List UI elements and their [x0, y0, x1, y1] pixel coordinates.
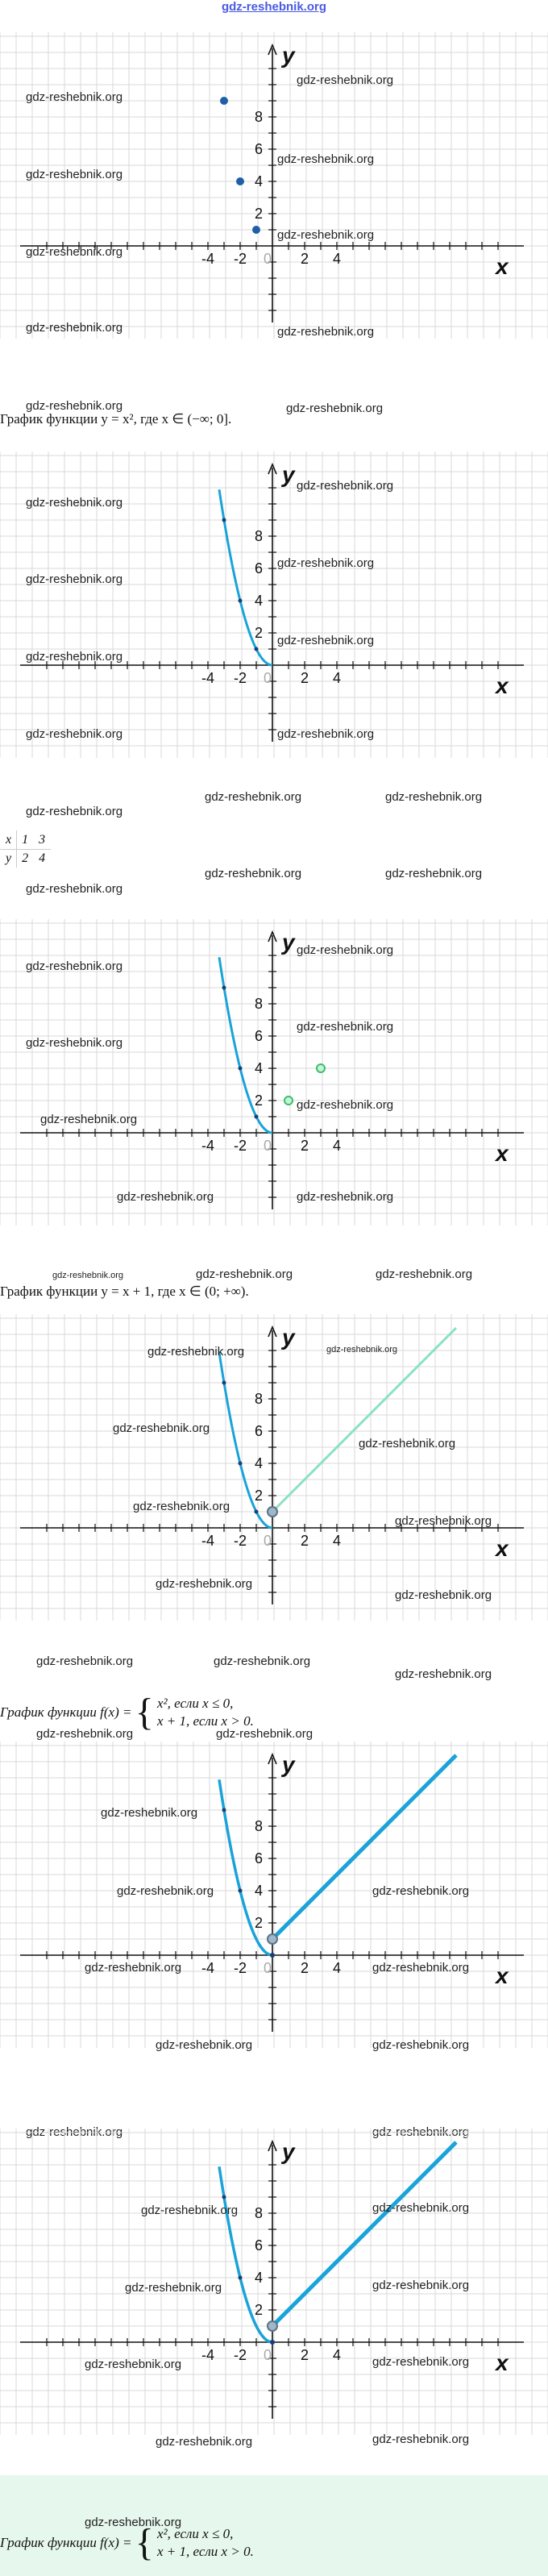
watermark: gdz-reshebnik.org [385, 867, 483, 880]
y-tick-label: 6 [254, 1850, 263, 1866]
watermark: gdz-reshebnik.org [26, 496, 123, 510]
watermark: gdz-reshebnik.org [297, 73, 394, 87]
watermark: gdz-reshebnik.org [372, 2201, 470, 2215]
watermark: gdz-reshebnik.org [277, 634, 375, 647]
watermark: gdz-reshebnik.org [376, 1267, 473, 1281]
parabola-curve [219, 957, 272, 1133]
y-tick-label: 4 [254, 1883, 263, 1899]
watermark: gdz-reshebnik.org [372, 2278, 470, 2292]
x-tick-label: -2 [233, 2347, 247, 2363]
x-axis-label: x [496, 673, 509, 698]
watermark: gdz-reshebnik.org [372, 2038, 470, 2052]
caption-3 [0, 1693, 254, 1732]
watermark: gdz-reshebnik.org [113, 1421, 210, 1435]
y-tick-label: 4 [254, 2270, 263, 2286]
watermark: gdz-reshebnik.org [133, 1500, 230, 1513]
y-tick-label: 4 [254, 1060, 263, 1076]
watermark: gdz-reshebnik.org [359, 1437, 456, 1450]
watermark: gdz-reshebnik.org [26, 805, 123, 818]
data-point [222, 1808, 226, 1812]
caption-2: График функции y = x + 1, где x ∈ (0; +∞). [0, 1284, 249, 1299]
watermark: gdz-reshebnik.org [277, 727, 375, 741]
watermark: gdz-reshebnik.org [196, 1267, 293, 1281]
y-tick-label: 8 [254, 528, 263, 544]
data-point [270, 2340, 275, 2345]
brace-glyph: { [135, 2521, 154, 2564]
watermark: gdz-reshebnik.org [372, 2355, 470, 2369]
data-point [255, 1510, 259, 1514]
caption-3-case-1: x², если x ≤ 0, [157, 1696, 234, 1711]
data-point [317, 1064, 325, 1072]
table-cell: 3 [34, 831, 51, 850]
data-point [270, 1953, 275, 1958]
data-point [239, 2276, 243, 2280]
x-tick-label: -2 [233, 1960, 247, 1976]
caption-3-case-2: x + 1, если x > 0. [157, 1713, 254, 1729]
watermark: gdz-reshebnik.org [277, 325, 375, 339]
data-point [255, 1115, 259, 1119]
x-tick-label: -4 [201, 2347, 215, 2363]
watermark: gdz-reshebnik.org [85, 2358, 182, 2371]
watermark: gdz-reshebnik.org [216, 1727, 313, 1741]
watermark: gdz-reshebnik.org [277, 228, 375, 242]
x-axis-label: x [496, 2350, 509, 2375]
y-tick-label: 4 [254, 593, 263, 609]
y-tick-label: 8 [254, 1391, 263, 1407]
table-cell: 2 [17, 850, 34, 868]
line-y-eq-x-plus-1 [272, 1755, 456, 1939]
caption-1: График функции y = x², где x ∈ (−∞; 0]. [0, 411, 232, 427]
watermark: gdz-reshebnik.org [395, 1667, 492, 1681]
watermark: gdz-reshebnik.org [205, 790, 302, 804]
watermark: gdz-reshebnik.org [101, 1806, 198, 1820]
line-y-eq-x-plus-1 [272, 1328, 456, 1512]
y-tick-label: 4 [254, 173, 263, 189]
watermark: gdz-reshebnik.org [36, 1727, 134, 1741]
watermark: gdz-reshebnik.org [372, 2432, 470, 2446]
watermark: gdz-reshebnik.org [297, 1190, 394, 1204]
y-tick-label: 2 [254, 1915, 263, 1931]
watermark: gdz-reshebnik.org [141, 2204, 239, 2217]
parabola-curve [219, 1779, 272, 1955]
data-point [222, 2195, 226, 2199]
data-point [220, 97, 228, 105]
x-tick-label: 0 [263, 670, 272, 686]
data-point [252, 226, 260, 234]
watermark: gdz-reshebnik.org [26, 572, 123, 586]
parabola-curve [219, 2166, 272, 2342]
x-tick-label: 0 [263, 1138, 272, 1154]
data-point [239, 1889, 243, 1893]
watermark: gdz-reshebnik.org [26, 321, 123, 335]
x-tick-label: 2 [300, 1533, 309, 1549]
x-tick-label: -4 [201, 251, 215, 267]
data-point [239, 599, 243, 603]
watermark: gdz-reshebnik.org [26, 399, 123, 413]
x-tick-label: -4 [201, 1138, 215, 1154]
y-tick-label: 2 [254, 625, 263, 641]
watermark: gdz-reshebnik.org [147, 1345, 245, 1359]
value-table [0, 830, 51, 868]
x-axis-label: x [496, 1141, 509, 1166]
x-tick-label: 4 [332, 1533, 342, 1549]
x-axis-label: x [496, 1536, 509, 1561]
x-tick-label: 0 [263, 1960, 272, 1976]
table-cell: 4 [34, 850, 51, 868]
watermark: gdz-reshebnik.org [326, 1345, 398, 1355]
data-point [268, 1934, 277, 1944]
y-tick-label: 2 [254, 206, 263, 222]
x-tick-label: 4 [332, 1960, 342, 1976]
y-tick-label: 8 [254, 996, 263, 1012]
watermark: gdz-reshebnik.org [26, 882, 123, 896]
site-title[interactable]: gdz-reshebnik.org [221, 0, 326, 14]
data-point [222, 1381, 226, 1385]
watermark: gdz-reshebnik.org [205, 867, 302, 880]
x-tick-label: -4 [201, 1533, 215, 1549]
x-tick-label: -4 [201, 670, 215, 686]
caption-4-case-1: x², если x ≤ 0, [157, 2526, 234, 2541]
data-point [239, 1067, 243, 1071]
watermark: gdz-reshebnik.org [372, 1961, 470, 1975]
y-axis-label: y [282, 1752, 295, 1777]
watermark: gdz-reshebnik.org [286, 402, 384, 415]
x-tick-label: -2 [233, 1138, 247, 1154]
x-tick-label: -2 [233, 1533, 247, 1549]
x-tick-label: -2 [233, 670, 247, 686]
x-tick-label: 2 [300, 1960, 309, 1976]
watermark: gdz-reshebnik.org [297, 1098, 394, 1112]
y-axis-label: y [282, 930, 295, 955]
watermark: gdz-reshebnik.org [52, 1271, 124, 1280]
data-point [222, 518, 226, 522]
x-tick-label: 0 [263, 251, 272, 267]
answer-footer [0, 2475, 548, 2576]
watermark: gdz-reshebnik.org [125, 2281, 222, 2295]
y-tick-label: 6 [254, 1423, 263, 1439]
watermark: gdz-reshebnik.org [40, 1113, 138, 1126]
watermark: gdz-reshebnik.org [395, 1514, 492, 1528]
graph-4 [0, 1314, 548, 1621]
watermark: gdz-reshebnik.org [85, 1961, 182, 1975]
data-point [255, 647, 259, 651]
x-tick-label: -2 [233, 251, 247, 267]
watermark: gdz-reshebnik.org [117, 1884, 214, 1898]
x-tick-label: 2 [300, 251, 309, 267]
line-y-eq-x-plus-1 [272, 2142, 456, 2326]
caption-3-prefix: График функции f(x) = [0, 1704, 132, 1720]
watermark: gdz-reshebnik.org [26, 727, 123, 741]
y-tick-label: 4 [254, 1455, 263, 1471]
y-axis-label: y [282, 1325, 295, 1350]
watermark: gdz-reshebnik.org [26, 650, 123, 664]
parabola-curve [219, 489, 272, 665]
x-tick-label: 0 [263, 2347, 272, 2363]
data-point [236, 177, 244, 185]
watermark: gdz-reshebnik.org [297, 479, 394, 493]
y-axis-label: y [282, 462, 295, 487]
y-tick-label: 8 [254, 109, 263, 125]
x-tick-label: -4 [201, 1960, 215, 1976]
x-tick-label: 0 [263, 1533, 272, 1549]
caption-4-case-2: x + 1, если x > 0. [157, 2544, 254, 2559]
watermark: gdz-reshebnik.org [26, 959, 123, 973]
y-tick-label: 8 [254, 1818, 263, 1834]
watermark: gdz-reshebnik.org [36, 1654, 134, 1668]
y-tick-label: 6 [254, 2237, 263, 2253]
watermark: gdz-reshebnik.org [277, 152, 375, 166]
watermark: gdz-reshebnik.org [117, 1190, 214, 1204]
watermark: gdz-reshebnik.org [214, 1654, 311, 1668]
data-point [239, 1462, 243, 1466]
y-tick-label: 2 [254, 1092, 263, 1109]
x-tick-label: 4 [332, 1138, 342, 1154]
data-point [268, 1507, 277, 1517]
y-axis-label: y [282, 2139, 295, 2164]
y-tick-label: 6 [254, 141, 263, 157]
data-point [268, 2321, 277, 2331]
watermark: gdz-reshebnik.org [385, 790, 483, 804]
table-cell: 1 [17, 831, 34, 850]
y-tick-label: 2 [254, 2302, 263, 2318]
y-tick-label: 6 [254, 560, 263, 576]
table-cell: y [1, 850, 17, 868]
x-axis-label: x [496, 254, 509, 279]
watermark: gdz-reshebnik.org [297, 1020, 394, 1034]
y-tick-label: 8 [254, 2205, 263, 2221]
caption-4-prefix: График функции f(x) = [0, 2535, 132, 2550]
watermark: gdz-reshebnik.org [372, 1884, 470, 1898]
watermark: gdz-reshebnik.org [372, 2125, 470, 2139]
x-tick-label: 2 [300, 1138, 309, 1154]
watermark: gdz-reshebnik.org [395, 1588, 492, 1602]
watermark: gdz-reshebnik.org [26, 2125, 123, 2139]
watermark: gdz-reshebnik.org [156, 2435, 253, 2449]
y-tick-label: 2 [254, 1488, 263, 1504]
x-axis-label: x [496, 1963, 509, 1988]
data-point [284, 1097, 293, 1105]
watermark: gdz-reshebnik.org [297, 943, 394, 957]
watermark: gdz-reshebnik.org [26, 90, 123, 104]
x-tick-label: 4 [332, 670, 342, 686]
x-tick-label: 2 [300, 2347, 309, 2363]
x-tick-label: 4 [332, 251, 342, 267]
x-tick-label: 4 [332, 2347, 342, 2363]
data-point [222, 986, 226, 990]
y-axis-label: y [282, 43, 295, 68]
watermark: gdz-reshebnik.org [26, 245, 123, 259]
watermark: gdz-reshebnik.org [277, 556, 375, 570]
watermark: gdz-reshebnik.org [85, 2516, 182, 2529]
watermark: gdz-reshebnik.org [156, 2038, 253, 2052]
watermark: gdz-reshebnik.org [156, 1577, 253, 1591]
brace-glyph: { [135, 1691, 154, 1733]
x-tick-label: 2 [300, 670, 309, 686]
graph-1 [0, 32, 548, 339]
watermark: gdz-reshebnik.org [26, 168, 123, 181]
watermark: gdz-reshebnik.org [26, 1036, 123, 1050]
y-tick-label: 6 [254, 1028, 263, 1044]
table-cell: x [1, 831, 17, 850]
